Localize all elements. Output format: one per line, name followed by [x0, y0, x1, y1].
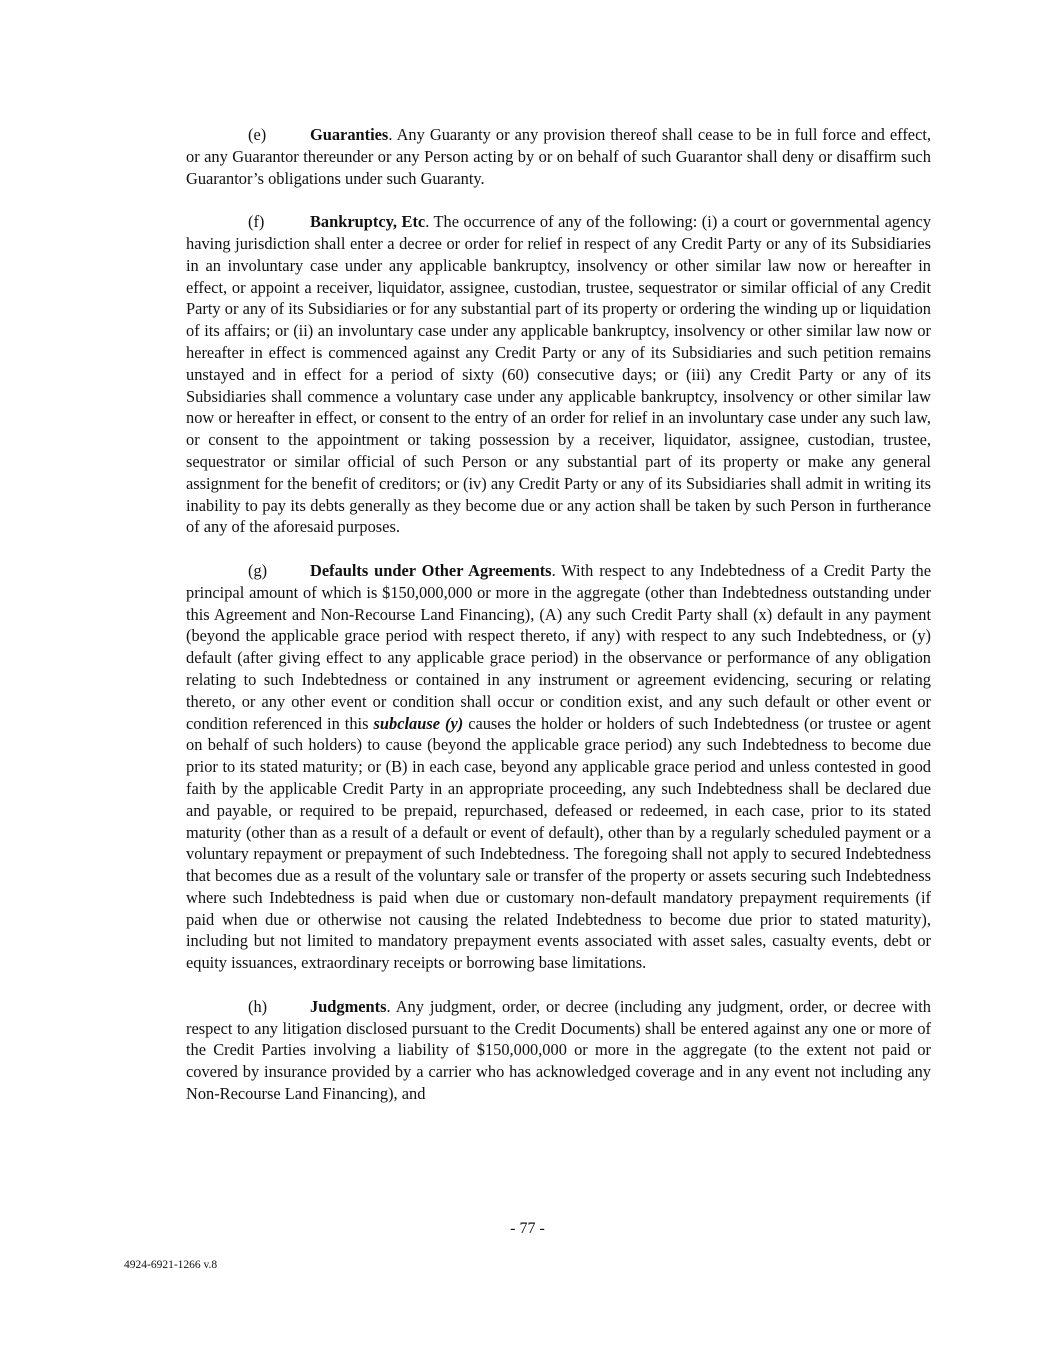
- clause-text-continued: causes the holder or holders of such Indebtedness (or trustee or agent on behalf of such holders) to cause (beyond the applicable grace period) any such Indebtedness to become due prior to its stated maturity; or (B) in each case, beyond any applicable grace period and unless contested in good faith by the applicable Credit Party in an appropriate proceeding, any such Indebtedness shall be declared due and payable, or required to be prepaid, repurchased, defeased or redeemed, in each case, prior to its stated maturity (other than as a result of a default or event of default), other than by a regularly scheduled payment or a voluntary repayment or prepayment of such Indebtedness. The foregoing shall not apply to secured Indebtedness that becomes due as a result of the voluntary sale or transfer of the property or assets securing such Indebtedness where such Indebtedness is paid when due or customary non-default mandatory prepayment requirements (if paid when due or otherwise not causing the related Indebtedness to become due prior to stated maturity), including but not limited to mandatory prepayment events associated with asset sales, casualty events, debt or equity issuances, extraordinary receipts or borrowing base limitations.: [186, 713, 931, 973]
- clause-marker: (f): [248, 212, 265, 232]
- subclause-reference: subclause (y): [373, 713, 464, 733]
- clause-text: . The occurrence of any of the following: (i) a court or governmental agency having jurisdiction shall enter a decree or order for relief in respect of any Credit Party or any of its Subsidiaries in an involuntary case under any applicable bankruptcy, insolvency or other similar law now or hereafter in effect, or appoint a receiver, liquidator, assignee, custodian, trustee, sequestrator or similar official of any Credit Party or any of its Subsidiaries or for any substantial part of its property or ordering the winding up or liquidation of its affairs; or (ii) an involuntary case under any applicable bankruptcy, insolvency or other similar law now or hereafter in effect is commenced against any Credit Party or any of its Subsidiaries and such petition remains unstayed and in effect for a period of sixty (60) consecutive days; or (iii) any Credit Party or any of its Subsidiaries shall commence a voluntary case under any applicable bankruptcy, insolvency or other similar law now or hereafter in effect, or consent to the entry of an order for relief in an involuntary case under any such law, or consent to the appointment or taking possession by a receiver, liquidator, assignee, custodian, trustee, sequestrator or similar official of such Person or any substantial part of its property or make any general assignment for the benefit of creditors; or (iv) any Credit Party or any of its Subsidiaries shall admit in writing its inability to pay its debts generally as they become due or any action shall be taken by such Person in furtherance of any of the aforesaid purposes.: [186, 212, 932, 537]
- clause-heading: Defaults under Other Agreements: [310, 560, 552, 580]
- clause-text: . Any Guaranty or any provision thereof shall cease to be in full force and effect, or any Guarantor thereunder or any Person acting by or on behalf of such Guarantor shall deny or disaffirm such Guarantor’s obligations under such Guaranty.: [186, 125, 931, 188]
- clause-text: . Any judgment, order, or decree (including any judgment, order, or decree with respect to any litigation disclosed pursuant to the Credit Documents) shall be entered against any one or more of the Credit Parties involving a liability of $150,000,000 or more in the aggregate (to the extent not paid or covered by insurance provided by a carrier who has acknowledged coverage and in any event not including any Non-Recourse Land Financing), and: [186, 996, 931, 1104]
- paragraph-h-judgments: [186, 996, 931, 1105]
- paragraph-e-guaranties: [186, 124, 931, 189]
- document-body: [186, 124, 931, 1127]
- clause-heading: Guaranties: [310, 125, 389, 144]
- document-id-footer: 4924-6921-1266 v.8: [124, 1259, 218, 1271]
- clause-heading: Bankruptcy, Etc: [310, 212, 426, 232]
- clause-marker: (g): [248, 560, 268, 580]
- page-number: - 77 -: [510, 1220, 545, 1237]
- clause-heading: Judgments: [310, 996, 387, 1016]
- paragraph-g-defaults: [186, 560, 931, 974]
- clause-text: . With respect to any Indebtedness of a Credit Party the principal amount of which is $150,000,000 or more in the aggregate (other than Indebtedness outstanding under this Agreement and Non-Recourse Land Financing), (A) any such Credit Party shall (x) default in any payment (beyond the applicable grace period with respect thereto, if any) with respect to any such Indebtedness, or (y) default (after giving effect to any applicable grace period) in the observance or performance of any obligation relating to such Indebtedness or contained in any instrument or agreement evidencing, securing or relating thereto, or any other event or condition shall occur or condition exist, and any such default or other event or condition referenced in this: [186, 560, 932, 733]
- clause-marker: (h): [248, 996, 268, 1016]
- clause-marker: (e): [248, 125, 267, 144]
- paragraph-f-bankruptcy: [186, 211, 931, 538]
